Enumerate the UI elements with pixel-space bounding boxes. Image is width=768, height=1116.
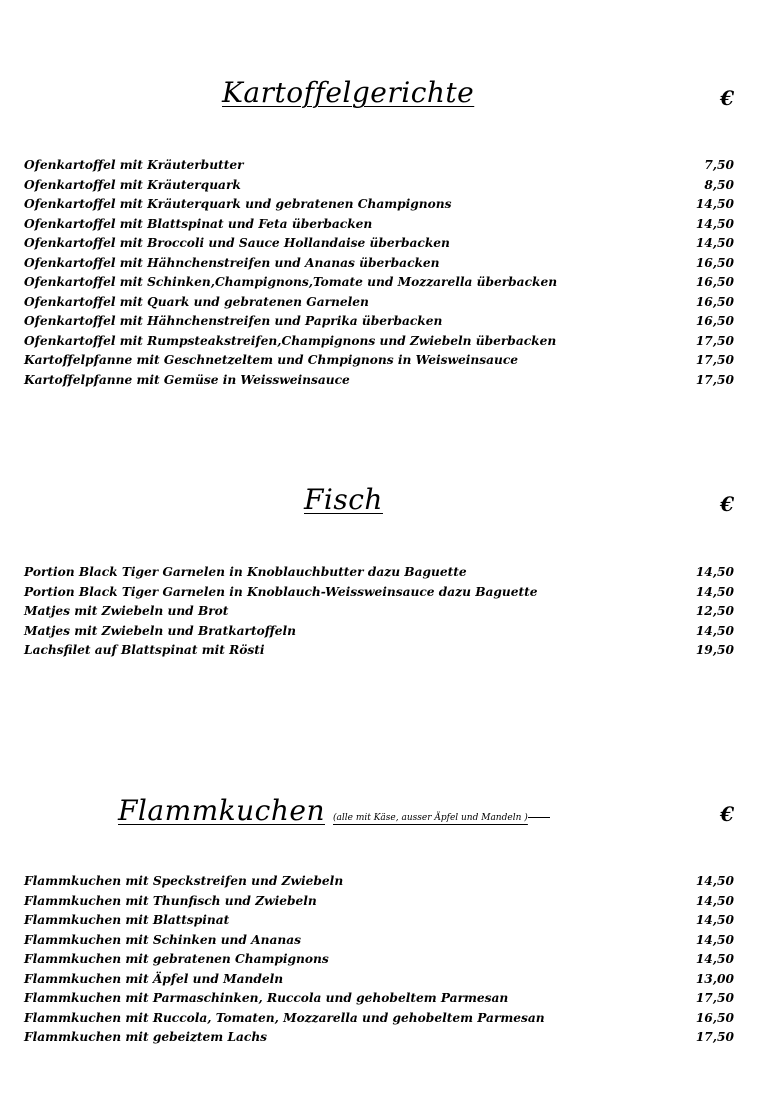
menu-item [24, 563, 734, 583]
item-price: 14,50 [695, 952, 734, 966]
item-name: Lachsfilet auf Blattspinat mit Rösti [24, 643, 265, 657]
menu-item [24, 602, 734, 622]
item-name: Matjes mit Zwiebeln und Bratkartoffeln [24, 623, 297, 638]
menu-item [24, 156, 734, 176]
menu-item [24, 195, 734, 215]
menu-list [24, 156, 734, 390]
item-name: Matjes mit Zwiebeln und Brot [24, 604, 229, 618]
item-name: Portion Black Tiger Garnelen in Knoblauchbutter dazu Baguette [24, 565, 467, 579]
menu-item [24, 583, 734, 603]
item-name: Flammkuchen mit Thunfisch und Zwiebeln [24, 893, 317, 908]
menu-item [24, 254, 734, 274]
item-name: Ofenkartoffel mit Kräuterquark [24, 177, 241, 192]
section-title: Fisch [304, 483, 383, 516]
item-name: Ofenkartoffel mit Hähnchenstreifen und Ananas überbacken [24, 255, 440, 270]
currency-symbol: € [720, 802, 734, 826]
menu-item [24, 622, 734, 642]
menu-item [24, 332, 734, 352]
item-price: 14,50 [695, 623, 734, 638]
item-name: Flammkuchen mit Ruccola, Tomaten, Mozzarella und gehobeltem Parmesan [24, 1010, 545, 1025]
item-name: Ofenkartoffel mit Schinken,Champignons,Tomate und Mozzarella überbacken [24, 275, 558, 289]
item-name: Ofenkartoffel mit Rumpsteakstreifen,Champignons und Zwiebeln überbacken [24, 333, 557, 348]
item-name: Flammkuchen mit Schinken und Ananas [24, 932, 302, 947]
item-name: Ofenkartoffel mit Blattspinat und Feta überbacken [24, 216, 373, 231]
menu-item [24, 273, 734, 293]
item-name: Flammkuchen mit Blattspinat [24, 913, 230, 927]
item-price: 16,50 [695, 314, 734, 328]
item-price: 17,50 [695, 991, 734, 1005]
menu-item [24, 293, 734, 313]
menu-item [24, 989, 734, 1009]
item-price: 14,50 [695, 236, 734, 250]
item-price: 12,50 [695, 604, 734, 618]
menu-item [24, 1009, 734, 1029]
item-price: 13,00 [695, 971, 734, 986]
menu-list [24, 563, 734, 661]
item-name: Ofenkartoffel mit Hähnchenstreifen und Paprika überbacken [24, 314, 443, 328]
menu-item [24, 176, 734, 196]
item-price: 8,50 [704, 177, 734, 192]
currency-symbol: € [720, 492, 734, 516]
item-name: Kartoffelpfanne mit Geschnetzeltem und Chmpignons in Weisweinsauce [24, 353, 519, 367]
item-price: 16,50 [695, 255, 734, 270]
underline-extension [528, 817, 550, 818]
menu-item [24, 970, 734, 990]
item-price: 14,50 [695, 932, 734, 947]
item-name: Flammkuchen mit Parmaschinken, Ruccola und gehobeltem Parmesan [24, 991, 509, 1005]
item-name: Ofenkartoffel mit Kräuterquark und gebratenen Champignons [24, 197, 452, 211]
item-name: Flammkuchen mit gebeiztem Lachs [24, 1030, 268, 1044]
currency-symbol: € [720, 86, 734, 110]
item-price: 16,50 [695, 275, 734, 289]
item-price: 19,50 [695, 643, 734, 657]
item-name: Flammkuchen mit Speckstreifen und Zwiebeln [24, 874, 344, 888]
menu-item [24, 234, 734, 254]
menu-item [24, 312, 734, 332]
section-title: Flammkuchen [118, 794, 325, 827]
item-price: 17,50 [695, 1030, 734, 1044]
item-name: Ofenkartoffel mit Quark und gebratenen Garnelen [24, 294, 369, 309]
item-price: 17,50 [695, 372, 734, 387]
item-price: 14,50 [695, 216, 734, 231]
menu-item [24, 872, 734, 892]
item-price: 7,50 [704, 158, 734, 172]
item-name: Ofenkartoffel mit Broccoli und Sauce Hollandaise überbacken [24, 236, 450, 250]
menu-item [24, 892, 734, 912]
menu-list [24, 872, 734, 1048]
item-price: 16,50 [695, 1010, 734, 1025]
menu-item [24, 931, 734, 951]
item-name: Ofenkartoffel mit Kräuterbutter [24, 158, 244, 172]
item-name: Flammkuchen mit gebratenen Champignons [24, 952, 329, 966]
item-name: Portion Black Tiger Garnelen in Knoblauch-Weissweinsauce dazu Baguette [24, 584, 538, 599]
item-price: 14,50 [695, 565, 734, 579]
item-price: 17,50 [695, 333, 734, 348]
menu-item [24, 1028, 734, 1048]
menu-item [24, 950, 734, 970]
item-price: 14,50 [695, 197, 734, 211]
item-price: 16,50 [695, 294, 734, 309]
item-price: 17,50 [695, 353, 734, 367]
menu-item [24, 215, 734, 235]
menu-item [24, 351, 734, 371]
item-price: 14,50 [695, 584, 734, 599]
menu-item [24, 641, 734, 661]
menu-item [24, 371, 734, 391]
menu-item [24, 911, 734, 931]
item-name: Flammkuchen mit Äpfel und Mandeln [24, 971, 284, 986]
item-price: 14,50 [695, 913, 734, 927]
section-note: (alle mit Käse, ausser Äpfel und Mandeln ) [333, 813, 528, 823]
item-price: 14,50 [695, 874, 734, 888]
section-title: Kartoffelgerichte [222, 76, 475, 109]
item-price: 14,50 [695, 893, 734, 908]
item-name: Kartoffelpfanne mit Gemüse in Weissweinsauce [24, 372, 350, 387]
section-title-wrapper [118, 794, 550, 827]
